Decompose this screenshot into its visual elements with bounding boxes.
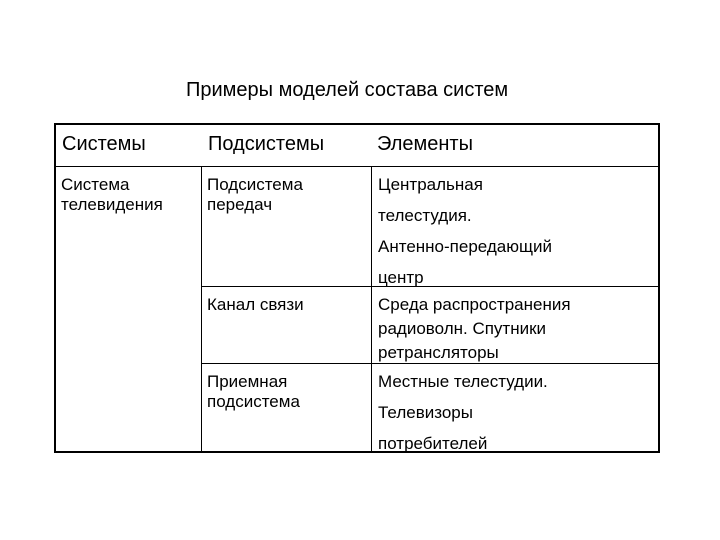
elements-line: Телевизоры [378,403,473,422]
elements-line: радиоволн. Спутники [378,319,547,338]
subsystem-cell [207,295,304,315]
system-line: Система [61,175,130,194]
elements-line: центр [378,268,424,287]
elements-line: Антенно-передающий [378,237,552,256]
system-line: телевидения [61,195,163,214]
subsystem-cell [207,372,300,412]
elements-cell [378,293,571,365]
subsystem-line: Приемная [207,372,288,391]
column-divider-2 [371,166,372,453]
header-systems: Системы [62,133,146,155]
elements-line: телестудия. [378,206,472,225]
elements-cell [378,169,552,293]
header-elements: Элементы [377,133,473,155]
elements-line: ретрансляторы [378,343,499,362]
system-cell [61,175,163,215]
elements-line: Среда распространения [378,295,571,314]
header-divider [54,166,660,167]
header-subsystems: Подсистемы [208,133,325,155]
elements-line: Местные телестудии. [378,372,548,391]
subsystem-line: передач [207,195,273,214]
subsystem-line: Канал связи [207,295,304,314]
elements-line: Центральная [378,175,483,194]
subsystem-line: Подсистема [207,175,303,194]
column-divider-1 [201,166,202,453]
subsystem-line: подсистема [207,392,300,411]
elements-line: потребителей [378,434,488,453]
table-border [54,123,660,453]
subsystem-cell [207,175,303,215]
elements-cell [378,366,548,459]
page-title: Примеры моделей состава систем [186,79,509,101]
